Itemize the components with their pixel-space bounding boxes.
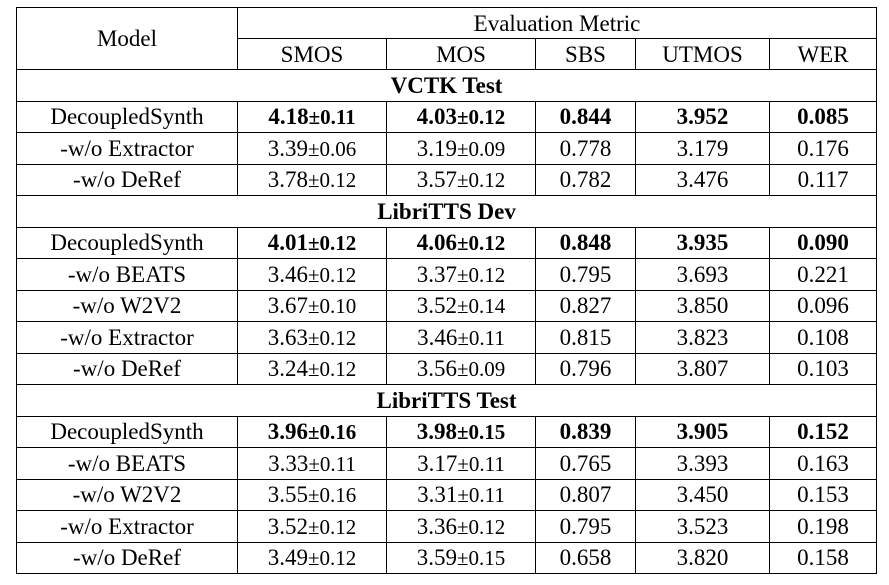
mos-cell (387, 290, 536, 322)
mos-std: ±0.14 (456, 294, 506, 319)
mos-cell (387, 353, 536, 385)
mos-std: ±0.12 (456, 105, 506, 130)
smos-cell (238, 542, 387, 574)
mos-std: ±0.11 (457, 483, 505, 508)
wer-cell: 0.103 (770, 353, 877, 385)
smos-cell (238, 101, 387, 133)
mos-std: ±0.11 (457, 451, 505, 476)
model-cell: -w/o Extractor (17, 511, 238, 543)
mos-value: 3.59 (416, 545, 457, 571)
utmos-cell: 3.905 (636, 416, 770, 448)
smos-std: ±0.12 (307, 325, 357, 350)
sbs-cell: 0.795 (536, 259, 636, 291)
sbs-cell: 0.778 (536, 133, 636, 165)
mos-std: ±0.09 (456, 136, 506, 161)
mos-value: 3.37 (416, 261, 457, 287)
smos-cell (238, 290, 387, 322)
section-title-row (17, 385, 877, 417)
smos-cell (238, 164, 387, 196)
smos-cell (238, 259, 387, 291)
mos-std: ±0.09 (456, 357, 506, 382)
mos-value: 3.46 (417, 324, 458, 350)
mos-std: ±0.11 (457, 325, 505, 350)
smos-value: 3.33 (268, 450, 309, 476)
mos-value: 3.56 (416, 356, 457, 382)
smos-value: 3.78 (267, 167, 308, 193)
smos-std: ±0.12 (307, 168, 357, 193)
model-cell: DecoupledSynth (17, 227, 238, 259)
results-table (16, 7, 877, 574)
model-cell: -w/o W2V2 (17, 290, 238, 322)
utmos-cell: 3.450 (636, 479, 770, 511)
table-row (17, 353, 877, 385)
wer-cell: 0.096 (770, 290, 877, 322)
smos-value: 3.39 (267, 135, 308, 161)
sbs-cell: 0.782 (536, 164, 636, 196)
sbs-cell: 0.658 (536, 542, 636, 574)
smos-std: ±0.12 (307, 357, 357, 382)
smos-value: 3.55 (267, 482, 308, 508)
table-row (17, 164, 877, 196)
wer-cell: 0.163 (770, 448, 877, 480)
wer-cell: 0.085 (770, 101, 877, 133)
mos-value: 3.31 (417, 482, 458, 508)
section-title-row (17, 196, 877, 228)
mos-cell (387, 322, 536, 354)
utmos-cell: 3.523 (636, 511, 770, 543)
mos-value: 3.98 (416, 419, 457, 445)
section-title: LibriTTS Dev (17, 196, 877, 228)
smos-cell (238, 448, 387, 480)
smos-std: ±0.16 (307, 483, 357, 508)
utmos-cell: 3.952 (636, 101, 770, 133)
table-row (17, 448, 877, 480)
smos-std: ±0.11 (308, 451, 356, 476)
table-row (17, 227, 877, 259)
sbs-cell: 0.807 (536, 479, 636, 511)
model-cell: DecoupledSynth (17, 416, 238, 448)
mos-cell (387, 259, 536, 291)
smos-value: 3.96 (267, 419, 308, 445)
sbs-cell: 0.765 (536, 448, 636, 480)
model-cell: -w/o BEATS (17, 448, 238, 480)
mos-std: ±0.12 (456, 231, 506, 256)
mos-value: 3.36 (416, 513, 457, 539)
mos-value: 4.03 (416, 104, 457, 130)
header-row-top (17, 8, 877, 39)
wer-cell: 0.158 (770, 542, 877, 574)
mos-value: 3.52 (416, 293, 457, 319)
sbs-cell: 0.796 (536, 353, 636, 385)
mos-cell (387, 416, 536, 448)
column-header-sbs: SBS (536, 39, 636, 70)
smos-std: ±0.16 (307, 420, 357, 445)
mos-cell (387, 542, 536, 574)
utmos-cell: 3.476 (636, 164, 770, 196)
sbs-cell: 0.827 (536, 290, 636, 322)
table-row (17, 290, 877, 322)
mos-std: ±0.12 (456, 262, 506, 287)
sbs-cell: 0.795 (536, 511, 636, 543)
utmos-cell: 3.179 (636, 133, 770, 165)
mos-value: 3.17 (417, 450, 458, 476)
wer-cell: 0.221 (770, 259, 877, 291)
model-cell: -w/o W2V2 (17, 479, 238, 511)
smos-value: 3.46 (267, 261, 308, 287)
smos-cell (238, 227, 387, 259)
utmos-cell: 3.935 (636, 227, 770, 259)
smos-value: 3.63 (267, 324, 308, 350)
table-row (17, 542, 877, 574)
table-row (17, 322, 877, 354)
smos-std: ±0.12 (307, 262, 357, 287)
mos-cell (387, 101, 536, 133)
smos-value: 3.52 (267, 513, 308, 539)
sbs-cell: 0.844 (536, 101, 636, 133)
sbs-cell: 0.815 (536, 322, 636, 354)
wer-cell: 0.152 (770, 416, 877, 448)
model-cell: -w/o DeRef (17, 353, 238, 385)
smos-cell (238, 416, 387, 448)
section-title-row (17, 70, 877, 102)
mos-cell (387, 133, 536, 165)
mos-cell (387, 511, 536, 543)
mos-cell (387, 227, 536, 259)
mos-value: 3.57 (416, 167, 457, 193)
column-header-smos: SMOS (238, 39, 387, 70)
column-header-mos: MOS (387, 39, 536, 70)
wer-cell: 0.090 (770, 227, 877, 259)
smos-std: ±0.12 (307, 231, 357, 256)
utmos-cell: 3.393 (636, 448, 770, 480)
utmos-cell: 3.693 (636, 259, 770, 291)
model-cell: DecoupledSynth (17, 101, 238, 133)
model-cell: -w/o Extractor (17, 133, 238, 165)
smos-value: 3.67 (267, 293, 308, 319)
wer-cell: 0.198 (770, 511, 877, 543)
utmos-cell: 3.807 (636, 353, 770, 385)
model-cell: -w/o DeRef (17, 542, 238, 574)
smos-cell (238, 479, 387, 511)
model-column-header: Model (17, 8, 238, 70)
wer-cell: 0.176 (770, 133, 877, 165)
mos-value: 4.06 (416, 230, 457, 256)
mos-cell (387, 164, 536, 196)
smos-value: 4.18 (268, 104, 309, 130)
smos-value: 3.24 (267, 356, 308, 382)
smos-std: ±0.12 (307, 514, 357, 539)
model-cell: -w/o DeRef (17, 164, 238, 196)
utmos-cell: 3.823 (636, 322, 770, 354)
mos-cell (387, 479, 536, 511)
smos-cell (238, 133, 387, 165)
wer-cell: 0.108 (770, 322, 877, 354)
model-cell: -w/o Extractor (17, 322, 238, 354)
utmos-cell: 3.850 (636, 290, 770, 322)
table-row (17, 416, 877, 448)
table-body (17, 70, 877, 574)
utmos-cell: 3.820 (636, 542, 770, 574)
table-row (17, 511, 877, 543)
smos-std: ±0.10 (307, 294, 357, 319)
mos-std: ±0.12 (456, 168, 506, 193)
table-row (17, 259, 877, 291)
mos-value: 3.19 (416, 135, 457, 161)
sbs-cell: 0.839 (536, 416, 636, 448)
column-header-utmos: UTMOS (636, 39, 770, 70)
section-title: LibriTTS Test (17, 385, 877, 417)
mos-std: ±0.12 (456, 514, 506, 539)
column-header-wer: WER (770, 39, 877, 70)
mos-cell (387, 448, 536, 480)
smos-std: ±0.11 (308, 105, 356, 130)
mos-std: ±0.15 (456, 546, 506, 571)
smos-std: ±0.12 (307, 546, 357, 571)
smos-cell (238, 353, 387, 385)
wer-cell: 0.153 (770, 479, 877, 511)
smos-value: 4.01 (267, 230, 308, 256)
table-row (17, 133, 877, 165)
section-title: VCTK Test (17, 70, 877, 102)
smos-cell (238, 511, 387, 543)
mos-std: ±0.15 (456, 420, 506, 445)
sbs-cell: 0.848 (536, 227, 636, 259)
table-row (17, 101, 877, 133)
wer-cell: 0.117 (770, 164, 877, 196)
metric-group-header: Evaluation Metric (238, 8, 877, 39)
smos-std: ±0.06 (307, 136, 357, 161)
model-cell: -w/o BEATS (17, 259, 238, 291)
table-row (17, 479, 877, 511)
smos-value: 3.49 (267, 545, 308, 571)
smos-cell (238, 322, 387, 354)
